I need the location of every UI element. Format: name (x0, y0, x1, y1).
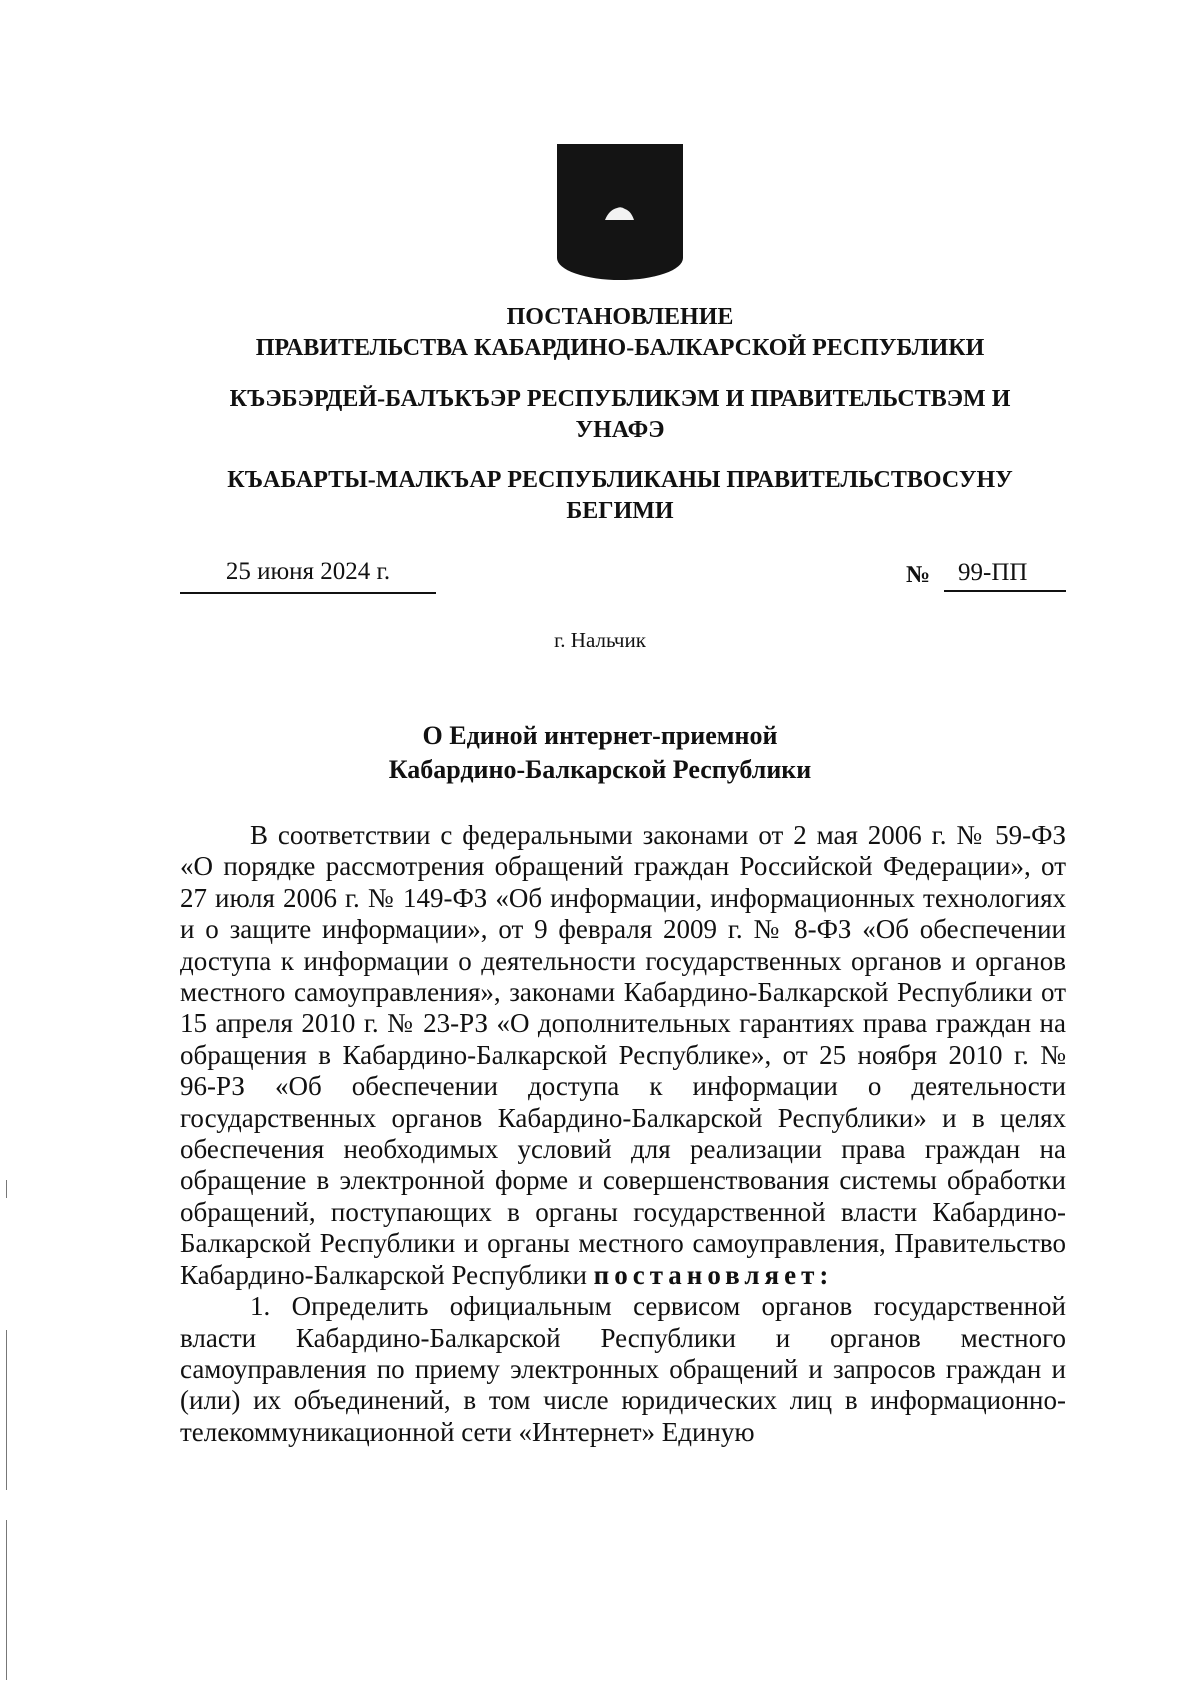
kabardian-line-2: УНАФЭ (575, 417, 665, 443)
balkar-line-1: КЪАБАРТЫ-МАЛКЪАР РЕСПУБЛИКАНЫ ПРАВИТЕЛЬСТВОСУНУ (227, 467, 1013, 493)
coat-of-arms-emblem (557, 144, 683, 280)
number-sign: № (906, 562, 931, 588)
resolution-header (190, 302, 1050, 364)
document-title-line-2: Кабардино-Балкарской Республики (388, 755, 812, 784)
document-title (300, 719, 900, 787)
balkar-header (190, 465, 1050, 527)
decree-word: постановляет: (593, 1259, 834, 1290)
document-number-field (906, 556, 1066, 594)
balkar-line-2: БЕГИМИ (566, 498, 674, 524)
document-number: 99-ПП (944, 556, 1066, 592)
document-body (180, 820, 1066, 1448)
document-title-line-1: О Единой интернет-приемной (422, 721, 778, 750)
resolution-title: ПОСТАНОВЛЕНИЕ (506, 304, 734, 330)
scan-margin-mark (6, 1180, 7, 1198)
government-name: ПРАВИТЕЛЬСТВА КАБАРДИНО-БАЛКАРСКОЙ РЕСПУБЛИКИ (255, 335, 985, 361)
city-name: г. Нальчик (554, 628, 646, 652)
scan-margin-mark (6, 1520, 7, 1680)
kabardian-header (190, 384, 1050, 446)
preamble-paragraph (180, 820, 1066, 1291)
mountain-icon (557, 144, 683, 280)
clause-1-paragraph: 1. Определить официальным сервисом органов государственной власти Кабардино-Балкарской Республики и органов местного самоуправления по приему электронных обращений и запросов граждан и (или) их объединений, в том числе юридических лиц в информационно-телекоммуникационной сети «Интернет» Единую (180, 1291, 1066, 1447)
document-date: 25 июня 2024 г. (180, 556, 436, 594)
kabardian-line-1: КЪЭБЭРДЕЙ-БАЛЪКЪЭР РЕСПУБЛИКЭМ И ПРАВИТЕЛЬСТВЭМ И (229, 386, 1011, 412)
preamble-text: В соответствии с федеральными законами от 2 мая 2006 г. № 59-ФЗ «О порядке рассмотрения обращений граждан Российской Федерации», от 27 июля 2006 г. № 149-ФЗ «Об информации, информационных технологиях и о защите информации», от 9 февраля 2009 г. № 8-ФЗ «Об обеспечении доступа к информации о деятельности государственных органов и органов местного самоуправления», законами Кабардино-Балкарской Республики от 15 апреля 2010 г. № 23-РЗ «О дополнительных гарантиях права граждан на обращения в Кабардино-Балкарской Республике», от 25 ноября 2010 г. № 96-РЗ «Об обеспечении доступа к информации о деятельности государственных органов Кабардино-Балкарской Республики» и в целях обеспечения необходимых условий для реализации права граждан на обращение в электронной форме и совершенствования системы обработки обращений, поступающих в органы государственной власти Кабардино-Балкарской Республики и органы местного самоуправления, Правительство Кабардино-Балкарской Республики (180, 820, 1066, 1290)
scan-margin-mark (6, 1330, 7, 1490)
